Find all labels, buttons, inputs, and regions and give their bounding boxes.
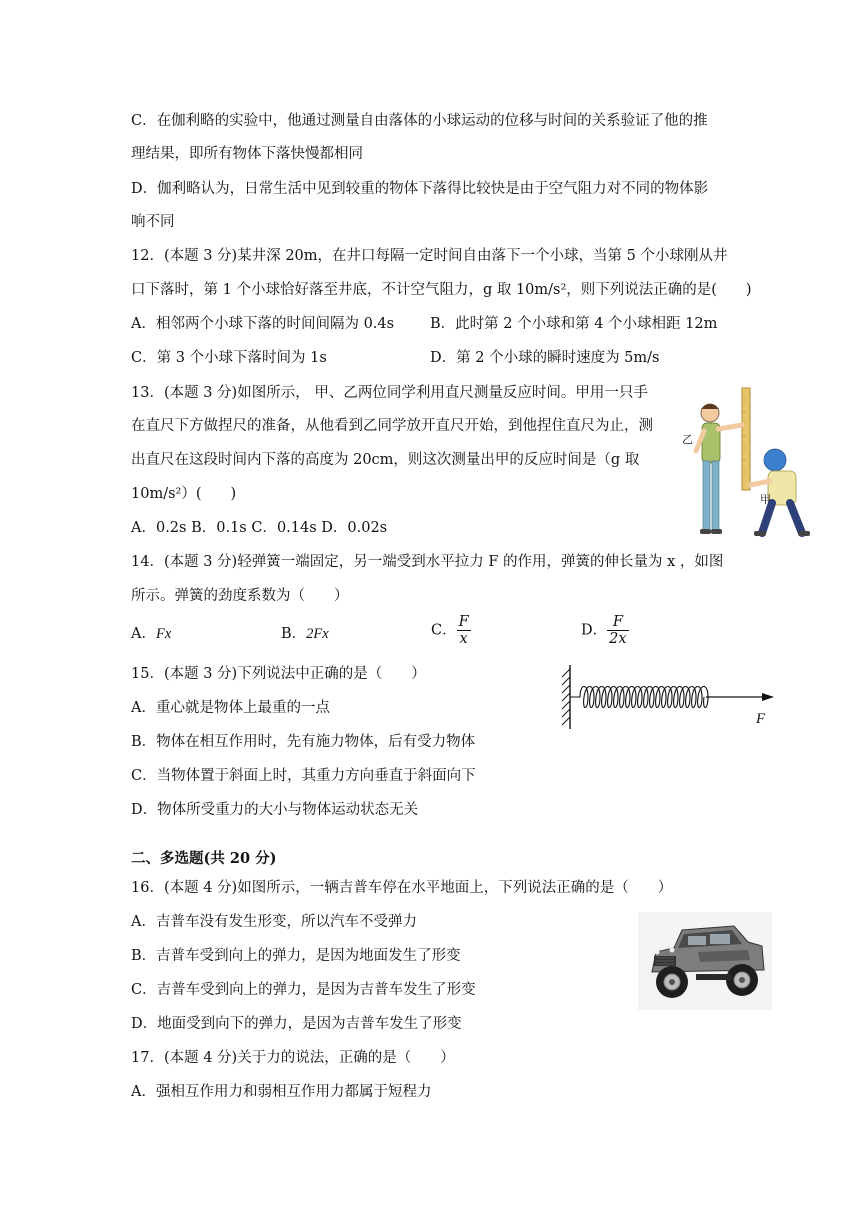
q12-stem-line1: 12．(本题 3 分)某井深 20m，在井口每隔一定时间自由落下一个小球，当第 5 个小球刚从井 <box>131 248 728 264</box>
reaction-time-figure <box>680 385 815 545</box>
q16-option-a: A．吉普车没有发生形变，所以汽车不受弹力 <box>131 914 417 930</box>
q15-option-d: D．物体所受重力的大小与物体运动状态无关 <box>131 802 419 818</box>
q13-stem-line3: 出直尺在这段时间内下落的高度为 20cm，则这次测量出甲的反应时间是（g 取 <box>131 452 640 468</box>
q14-option-b: B．2Fx <box>281 626 329 642</box>
label-jia: 甲 <box>760 494 771 506</box>
jeep-wheel-front <box>656 966 688 998</box>
q11-option-d-line1: D．伽利略认为，日常生活中见到较重的物体下落得比较快是由于空气阻力对不同的物体影 <box>131 181 709 197</box>
q14-option-a: A．Fx <box>131 626 172 642</box>
jeep-figure <box>638 912 772 1010</box>
q12-option-c: C．第 3 个小球下落时间为 1s <box>131 350 327 366</box>
section-2-title: 二、多选题(共 20 分) <box>131 850 277 867</box>
student-yi <box>696 404 742 534</box>
q17-option-a: A．强相互作用力和弱相互作用力都属于短程力 <box>131 1084 432 1100</box>
q16-option-d: D．地面受到向下的弹力，是因为吉普车发生了形变 <box>131 1016 462 1032</box>
q15-option-b: B．物体在相互作用时，先有施力物体，后有受力物体 <box>131 734 476 750</box>
q13-stem-line4: 10m/s²）( ) <box>131 486 237 502</box>
q15-option-a: A．重心就是物体上最重的一点 <box>131 700 330 716</box>
q11-option-d-line2: 响不同 <box>131 214 175 230</box>
spring-figure <box>558 663 780 733</box>
q16-stem: 16．(本题 4 分)如图所示，一辆吉普车停在水平地面上，下列说法正确的是（ ） <box>131 880 673 896</box>
q15-option-c: C．当物体置于斜面上时，其重力方向垂直于斜面向下 <box>131 768 476 784</box>
q14-option-c: C． $\frac{F}{x}$ <box>431 614 469 647</box>
q16-option-b: B．吉普车受到向上的弹力，是因为地面发生了形变 <box>131 948 461 964</box>
q13-options: A．0.2s B．0.1s C．0.14s D．0.02s <box>131 520 388 536</box>
force-label: F <box>756 711 766 727</box>
ruler <box>742 388 750 490</box>
q12-option-a: A．相邻两个小球下落的时间间隔为 0.4s <box>131 316 395 332</box>
q14-stem-line1: 14．(本题 3 分)轻弹簧一端固定，另一端受到水平拉力 F 的作用，弹簧的伸长量为 x ，如图 <box>131 554 724 570</box>
q11-option-c-line2: 理结果，即所有物体下落快慢都相同 <box>131 146 363 162</box>
q11-option-c-line1: C．在伽利略的实验中，他通过测量自由落体的小球运动的位移与时间的关系验证了他的推 <box>131 113 708 129</box>
q14-stem-line2: 所示。弹簧的劲度系数为（ ） <box>131 588 349 604</box>
q17-stem: 17．(本题 4 分)关于力的说法，正确的是（ ） <box>131 1050 455 1066</box>
label-yi: 乙 <box>682 434 693 446</box>
q12-stem-line2: 口下落时，第 1 个小球恰好落至井底，不计空气阻力，g 取 10m/s²，则下列说法正确的是( ) <box>131 282 752 298</box>
q12-option-b: B．此时第 2 个小球和第 4 个小球相距 12m <box>430 316 718 332</box>
q14-option-d: D． $\frac{F}{2x}$ <box>581 614 627 647</box>
q13-stem-line1: 13．(本题 3 分)如图所示， 甲、乙两位同学利用直尺测量反应时间。甲用一只手 <box>131 385 648 401</box>
q16-option-c: C．吉普车受到向上的弹力，是因为吉普车发生了形变 <box>131 982 476 998</box>
q12-option-d: D．第 2 个小球的瞬时速度为 5m/s <box>430 350 660 366</box>
student-jia <box>750 449 810 536</box>
q13-stem-line2: 在直尺下方做捏尺的准备，从他看到乙同学放开直尺开始，到他捏住直尺为止，测 <box>131 418 653 434</box>
spring-coil <box>570 687 708 708</box>
q15-stem: 15．(本题 3 分)下列说法中正确的是（ ） <box>131 666 426 682</box>
